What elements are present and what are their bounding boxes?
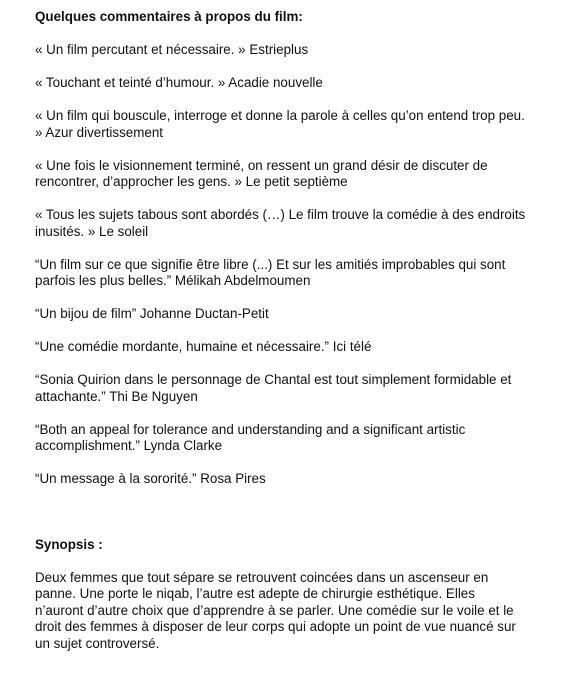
quote-item: “Un message à la sororité.” Rosa Pires xyxy=(35,471,266,486)
synopsis-heading: Synopsis : xyxy=(35,536,103,552)
quote-item: “Un bijou de film” Johanne Ductan-Petit xyxy=(35,306,269,321)
quote-item: « Une fois le visionnement terminé, on ressent un grand désir de discuter de rencontrer, d’approcher les gens. » Le petit septième xyxy=(35,157,488,189)
quote-item: « Un film percutant et nécessaire. » Estrieplus xyxy=(35,42,309,57)
synopsis-text: Deux femmes que tout sépare se retrouvent coincées dans un ascenseur en panne. Une porte le niqab, l’autre est adepte de chirurgie esthétique. Elles n’auront d’autre choix que d’apprendre à se parler. Une comédie sur le voile et le droit des femmes à disposer de leur corps qui adopte un point de vue nuancé sur un sujet controversé. xyxy=(35,569,516,651)
quote-item: “Sonia Quirion dans le personnage de Chantal est tout simplement formidable et attachante.” Thi Be Nguyen xyxy=(35,372,512,404)
quotes-list xyxy=(35,42,535,488)
quote-item: « Un film qui bouscule, interroge et donne la parole à celles qu’on entend trop peu. » Azur divertissement xyxy=(35,108,525,140)
quote-item: “Both an appeal for tolerance and understanding and a significant artistic accomplishment.” Lynda Clarke xyxy=(35,421,466,453)
quote-item: « Tous les sujets tabous sont abordés (…) Le film trouve la comédie à des endroits inusités. » Le soleil xyxy=(35,207,526,239)
quote-item: “Un film sur ce que signifie être libre (...) Et sur les amitiés improbables qui sont parfois les plus belles.” Mélikah Abdelmoumen xyxy=(35,256,506,288)
comments-heading: Quelques commentaires à propos du film: xyxy=(35,9,303,24)
quote-item: « Touchant et teinté d’humour. » Acadie nouvelle xyxy=(35,75,323,90)
document-body xyxy=(35,9,535,652)
quote-item: “Une comédie mordante, humaine et nécessaire.” Ici télé xyxy=(35,339,372,354)
